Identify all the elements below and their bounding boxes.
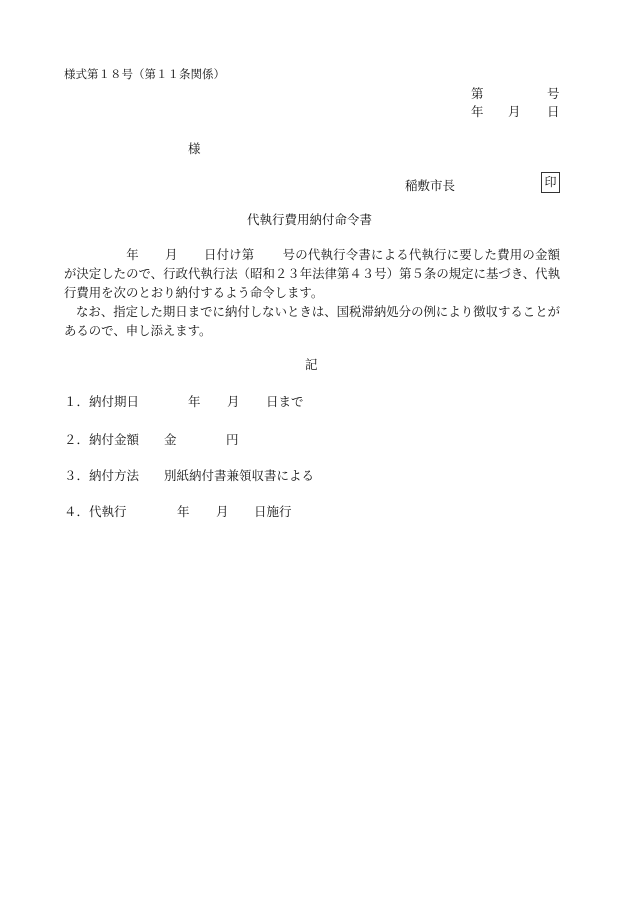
item-year-label: 年	[177, 504, 190, 519]
item-value: 別紙納付書兼領収書による	[164, 468, 315, 483]
date-month-label: 月	[508, 104, 521, 119]
body-month-label: 月	[164, 247, 178, 262]
item-day-label: 日施行	[254, 504, 292, 519]
date-year-label: 年	[471, 104, 484, 119]
document-number-prefix: 第	[471, 86, 484, 101]
body-notice-text: なお、指定した期日までに納付しないときは、国税滞納処分の例により徴収することがあるので、申し添えます。	[64, 304, 560, 338]
addressee-honorific: 様	[188, 141, 201, 156]
item-kin-label: 金	[164, 432, 177, 447]
body-paragraph-2	[64, 302, 560, 340]
item-day-label: 日まで	[266, 394, 304, 409]
body-year-label: 年	[126, 247, 139, 262]
item-label: １．納付期日	[64, 394, 140, 409]
ki-heading: 記	[305, 357, 318, 372]
item-month-label: 月	[227, 394, 240, 409]
item-month-label: 月	[216, 504, 229, 519]
document-title: 代執行費用納付命令書	[247, 212, 373, 227]
body-text	[64, 245, 560, 340]
item-label: ２．納付金額	[64, 432, 140, 447]
item-execution-date	[64, 502, 292, 520]
item-payment-amount	[64, 430, 239, 448]
body-day-ref: 日付け第	[203, 247, 255, 262]
document-number-suffix: 号	[547, 86, 560, 101]
issuer-name: 稲敷市長	[405, 178, 456, 193]
item-payment-deadline	[64, 392, 304, 410]
item-payment-method	[64, 466, 314, 484]
form-label: 様式第１８号（第１１条関係）	[64, 67, 225, 81]
date-day-label: 日	[547, 104, 560, 119]
item-yen-label: 円	[226, 432, 239, 447]
item-year-label: 年	[188, 394, 201, 409]
body-main-text: 号の代執行令書による代執行に要した費用の金額が決定したので、行政代執行法（昭和２３年法律第４３号）第５条の規定に基づき、代執行費用を次のとおり納付するよう命令します。	[64, 247, 561, 300]
item-label: ４．代執行	[64, 504, 127, 519]
body-paragraph-1	[64, 245, 560, 302]
item-label: ３．納付方法	[64, 468, 140, 483]
seal-mark: 印	[541, 172, 560, 193]
